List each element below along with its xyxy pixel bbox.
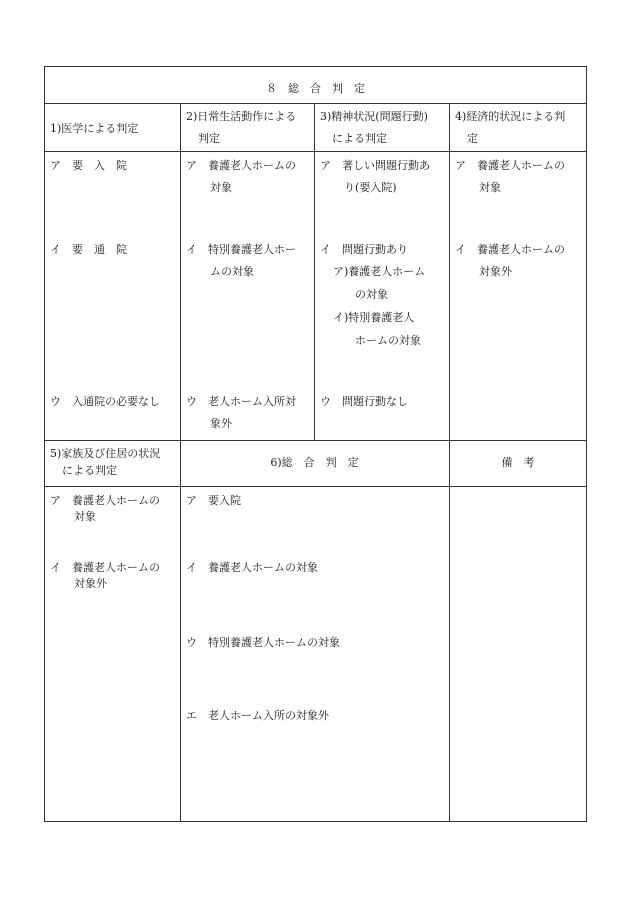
mental-suboption-a-line1: ア)養護老人ホーム [333,265,426,278]
medical-option-i: イ 要 通 院 [50,243,127,256]
family-option-i-line2: 対象外 [74,577,107,590]
adl-option-i-line2: ムの対象 [210,265,254,278]
adl-option-i-line1: イ 特別養護老人ホー [186,243,296,256]
economic-option-i-line1: イ 養護老人ホームの [455,243,565,256]
header-economic-line1: 4)経済的状況による判 [455,110,566,123]
medical-option-a: ア 要 入 院 [50,159,127,172]
row-divider-title [44,103,587,104]
row-divider-header1 [44,151,587,152]
header-overall: 6)総 合 判 定 [270,456,359,469]
header-medical: 1)医学による判定 [50,122,139,135]
adl-option-u-line1: ウ 老人ホーム入所対 [186,395,296,408]
header-mental-line2: による判定 [332,132,387,145]
col-divider-2 [314,103,315,440]
mental-suboption-i-line1: イ)特別養護老人 [333,311,415,324]
mental-suboption-i-line2: ホームの対象 [355,334,421,347]
overall-option-u: ウ 特別養護老人ホームの対象 [186,636,340,649]
adl-option-a-line1: ア 養護老人ホームの [186,159,296,172]
mental-suboption-a-line2: の対象 [355,288,388,301]
header-remarks: 備 考 [501,456,535,469]
economic-option-a-line2: 対象 [479,181,501,194]
economic-option-a-line1: ア 養護老人ホームの [455,159,565,172]
adl-option-a-line2: 対象 [210,181,232,194]
header-family-line1: 5)家族及び住居の状況 [50,447,161,460]
medical-option-u: ウ 入通院の必要なし [50,395,160,408]
economic-option-i-line2: 対象外 [479,265,512,278]
adl-option-u-line2: 象外 [210,417,232,430]
mental-option-a-line1: ア 著しい問題行動あ [320,159,430,172]
family-option-a-line1: ア 養護老人ホームの [50,494,160,507]
overall-option-i: イ 養護老人ホームの対象 [186,561,318,574]
remarks-cell [450,487,586,821]
table-title: ８ 総 合 判 定 [266,82,365,95]
header-economic-line2: 定 [467,132,478,145]
overall-option-e: エ 老人ホーム入所の対象外 [186,709,329,722]
header-adl-line2: 判定 [198,132,220,145]
family-option-a-line2: 対象 [74,510,96,523]
header-adl-line1: 2)日常生活動作による [186,110,297,123]
row-divider-section2 [44,440,587,441]
mental-option-u: ウ 問題行動なし [320,395,408,408]
header-mental-line1: 3)精神状況(問題行動) [320,110,428,123]
mental-option-i: イ 問題行動あり [320,243,408,256]
overall-option-a: ア 要入院 [186,494,241,507]
family-option-i-line1: イ 養護老人ホームの [50,561,160,574]
mental-option-a-line2: り(要入院) [344,181,397,194]
header-family-line2: による判定 [62,464,117,477]
